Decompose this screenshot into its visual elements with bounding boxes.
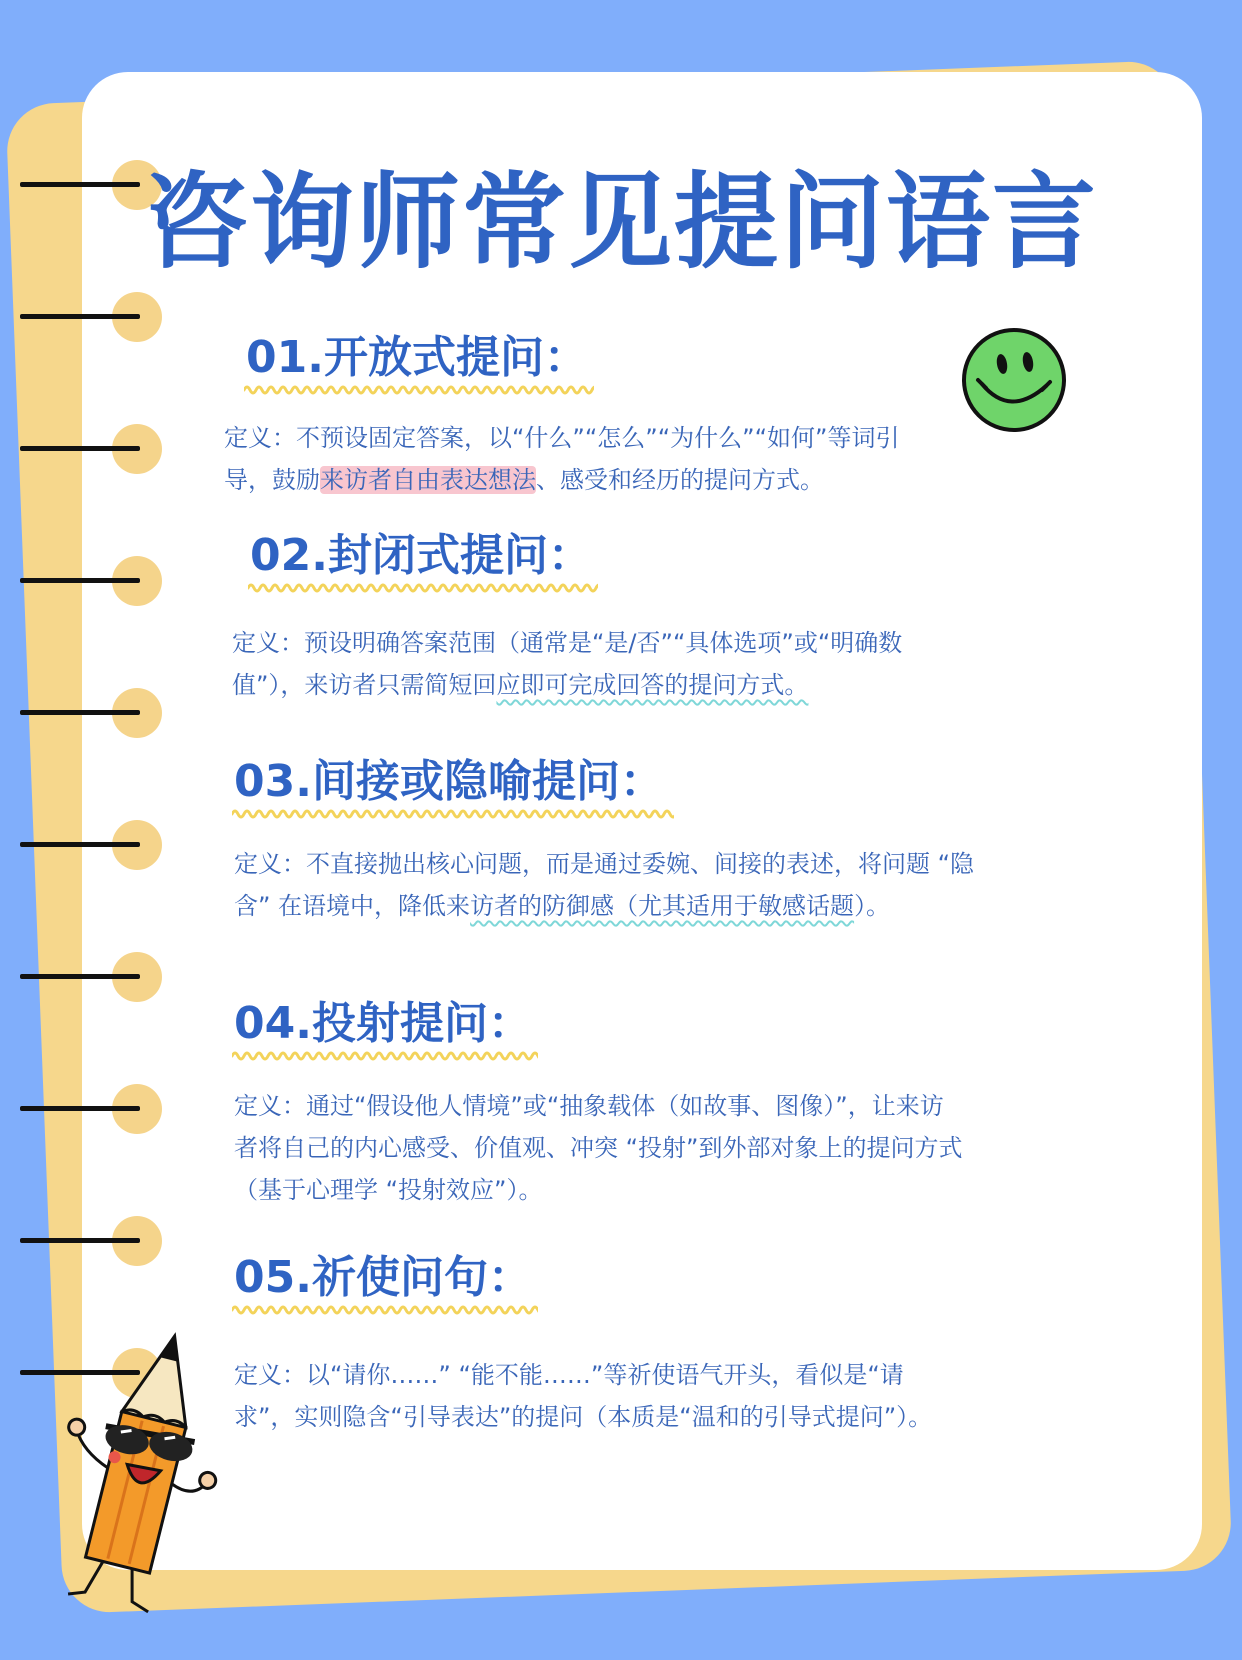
pencil-mascot-icon xyxy=(56,1326,226,1616)
ring-wire-line xyxy=(20,1238,140,1243)
section-heading-01: 01.开放式提问： xyxy=(246,332,588,383)
definition-line: 含” 在语境中，降低来访者的防御感（尤其适用于敏感话题）。 xyxy=(234,892,891,920)
ring-wire-line xyxy=(20,446,140,451)
definition-line: 定义：通过“假设他人情境”或“抽象载体（如故事、图像）”，让来访 xyxy=(234,1092,944,1120)
section-heading-02: 02.封闭式提问： xyxy=(250,530,592,581)
section-heading-03: 03.间接或隐喻提问： xyxy=(234,756,664,807)
section-definition-01 xyxy=(224,417,1064,501)
definition-line: 值”），来访者只需简短回应即可完成回答的提问方式。 xyxy=(232,671,809,699)
section-heading-04: 04.投射提问： xyxy=(234,998,532,1049)
wavy-underline-01 xyxy=(244,382,594,398)
wavy-underline-05 xyxy=(232,1302,538,1318)
ring-wire-line xyxy=(20,578,140,583)
section-definition-02 xyxy=(232,622,1072,706)
definition-line: 定义：预设明确答案范围（通常是“是/否”“具体选项”或“明确数 xyxy=(232,629,903,657)
section-definition-04 xyxy=(234,1085,1074,1211)
ring-wire-line xyxy=(20,1106,140,1111)
teal-squiggle-underline: 应即可完成回答的提问方式。 xyxy=(496,671,809,699)
definition-line: 者将自己的内心感受、价值观、冲突 “投射”到外部对象上的提问方式 xyxy=(234,1134,963,1162)
pink-highlight: 来访者自由表达想法 xyxy=(320,466,536,494)
section-definition-03 xyxy=(234,843,1074,927)
ring-wire-line xyxy=(20,974,140,979)
definition-line: 定义：以“请你……” “能不能……”等祈使语气开头，看似是“请 xyxy=(234,1361,904,1389)
teal-squiggle-underline: 访者的防御感（尤其适用于敏感话题 xyxy=(470,892,855,920)
ring-wire-line xyxy=(20,314,140,319)
ring-wire-line xyxy=(20,842,140,847)
wavy-underline-04 xyxy=(232,1048,538,1064)
page-title: 咨询师常见提问语言 xyxy=(143,161,1098,283)
definition-line: 定义：不预设固定答案，以“什么”“怎么”“为什么”“如何”等词引 xyxy=(224,424,900,452)
definition-line: 导，鼓励来访者自由表达想法、感受和经历的提问方式。 xyxy=(224,466,824,494)
wavy-underline-03 xyxy=(232,806,674,822)
smiley-face-icon xyxy=(960,326,1068,434)
definition-line: （基于心理学 “投射效应”）。 xyxy=(234,1176,543,1204)
definition-line: 求”，实则隐含“引导表达”的提问（本质是“温和的引导式提问”）。 xyxy=(234,1403,933,1431)
section-heading-05: 05.祈使问句： xyxy=(234,1252,532,1303)
ring-wire-line xyxy=(20,710,140,715)
section-definition-05 xyxy=(234,1354,1074,1438)
wavy-underline-02 xyxy=(248,580,598,596)
definition-line: 定义：不直接抛出核心问题，而是通过委婉、间接的表述，将问题 “隐 xyxy=(234,850,975,878)
